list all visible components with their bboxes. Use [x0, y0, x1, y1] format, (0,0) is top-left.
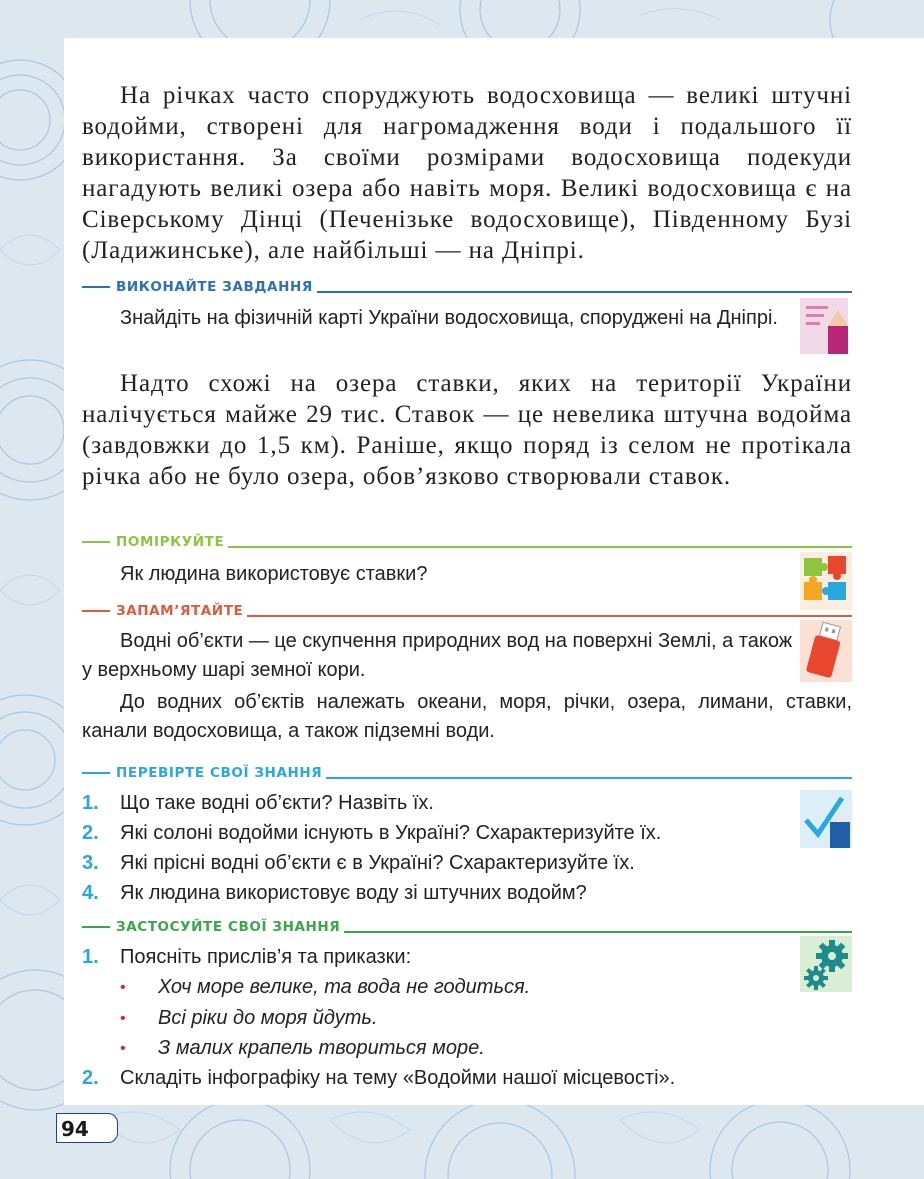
think-heading: ПОМІРКУЙТЕ [82, 533, 852, 551]
proverb-1: • Хоч море велике, та вода не годиться. [120, 976, 531, 998]
check-question-2: 2. Які солоні водойми існують в Україні? Схарактеризуйте їх. [82, 822, 662, 844]
check-heading: ПЕРЕВІРТЕ СВОЇ ЗНАННЯ [82, 764, 852, 782]
page-number: 94 [56, 1113, 118, 1143]
apply-task-2: 2. Складіть інфографіку на тему «Водойми нашої місцевості». [82, 1067, 676, 1089]
proverb-3: • З малих крапель твориться море. [120, 1037, 485, 1059]
checkmark-icon [800, 790, 852, 848]
check-question-3: 3. Які прісні водні об’єкти є в Україні? Схарактеризуйте їх. [82, 852, 635, 874]
check-question-1: 1. Що таке водні об’єкти? Назвіть їх. [82, 792, 434, 814]
check-question-4: 4. Як людина використовує воду зі штучних водойм? [82, 882, 587, 904]
pencil-list-icon [800, 296, 852, 358]
intro-paragraph: На річках часто споруджують водосховища — великі штучні водойми, створені для нагромадження води і подальшого її використання. За своїми розмірами водосховища подекуди нагадують великі озера або навіть моря. Великі водосховища є на Сіверському Дінці (Печенізьке водосховище), Південному Бузі (Ладижинське), але найбільші — на Дніпрі. [82, 82, 852, 264]
proverb-2: • Всі ріки до моря йдуть. [120, 1007, 378, 1029]
remember-list: До водних об’єктів належать океани, моря, річки, озера, лимани, ставки, канали водосховища, а також підземні води. [82, 691, 852, 742]
remember-definition: Водні об’єкти — це скупчення природних вод на поверхні Землі, а також у верхньому шарі земної кори. [82, 630, 793, 681]
usb-flash-icon [800, 620, 852, 682]
think-text: Як людина використовує ставки? [120, 563, 428, 585]
ponds-paragraph: Надто схожі на озера ставки, яких на території України налічується майже 29 тис. Ставок — це невелика штучна водойма (завдовжки до 1,5 км). Раніше, якщо поряд із селом не протікала річка або не було озера, обов’язково створювали ставок. [82, 370, 852, 490]
apply-heading: ЗАСТОСУЙТЕ СВОЇ ЗНАННЯ [82, 918, 852, 936]
gears-icon [800, 936, 852, 992]
remember-heading: ЗАПАМ’ЯТАЙТЕ [82, 602, 852, 620]
task-heading: ВИКОНАЙТЕ ЗАВДАННЯ [82, 278, 852, 296]
task-text: Знайдіть на фізичній карті України водосховища, споруджені на Дніпрі. [120, 307, 778, 329]
apply-task-1: 1. Поясніть прислів’я та приказки: [82, 946, 412, 968]
